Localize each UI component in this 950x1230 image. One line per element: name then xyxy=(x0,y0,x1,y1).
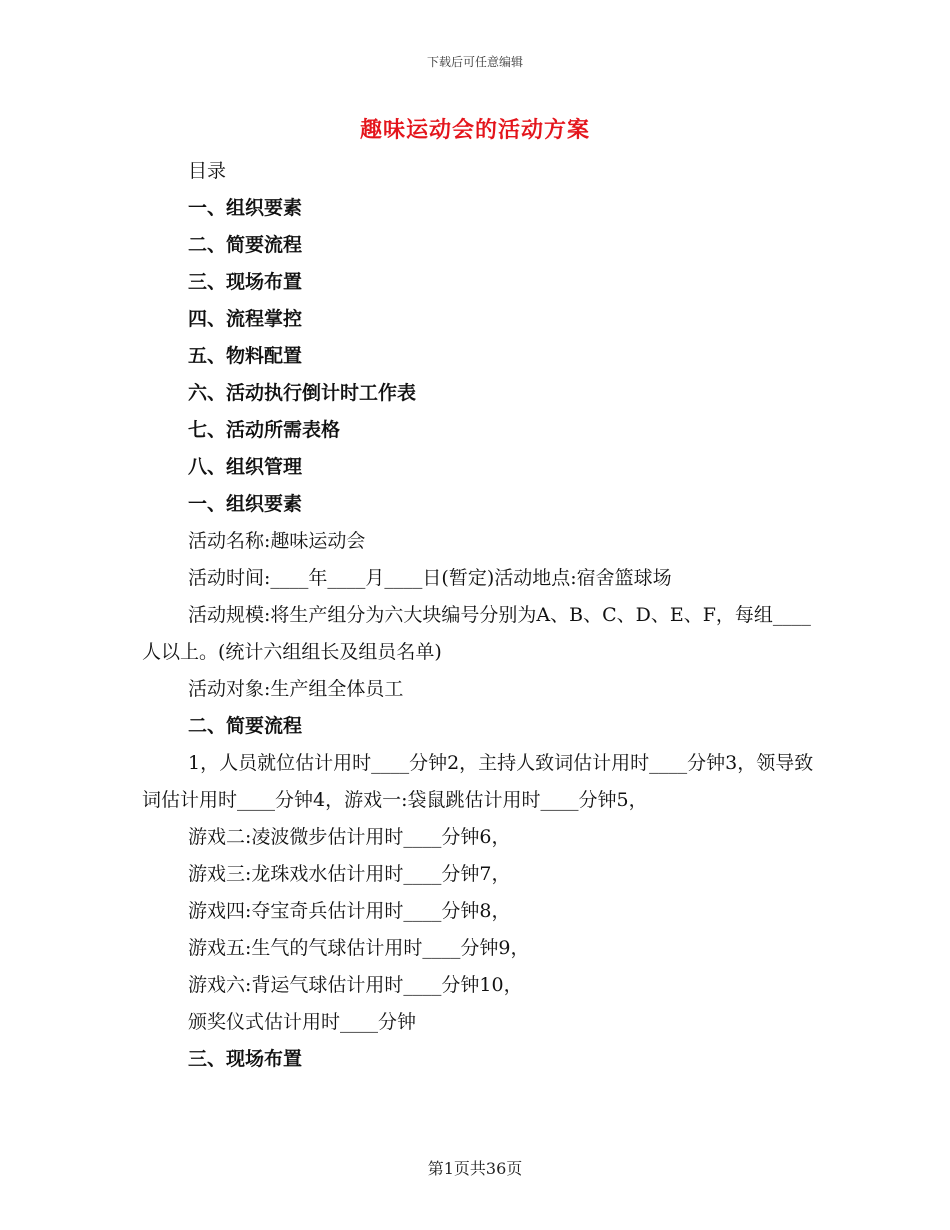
toc-item: 四、流程掌控 xyxy=(188,308,303,330)
flow-intro-paragraph: 1，人员就位估计用时____分钟2，主持人致词估计用时____分钟3，领导致词估计用时____分钟4，游戏一:袋鼠跳估计用时____分钟5， xyxy=(142,752,814,811)
document-title: 趣味运动会的活动方案 xyxy=(359,117,590,143)
flow-game-item: 颁奖仪式估计用时____分钟 xyxy=(188,1011,417,1033)
page-header: 下载后可任意编辑 xyxy=(426,55,523,69)
activity-name: 活动名称:趣味运动会 xyxy=(188,530,366,552)
toc-item: 八、组织管理 xyxy=(188,456,303,478)
section-heading: 一、组织要素 xyxy=(188,493,303,515)
activity-time: 活动时间:____年____月____日(暂定)活动地点:宿舍篮球场 xyxy=(188,567,672,589)
flow-game-item: 游戏四:夺宝奇兵估计用时____分钟8， xyxy=(188,900,511,922)
flow-game-item: 游戏三:龙珠戏水估计用时____分钟7， xyxy=(188,863,511,885)
page-footer: 第1页共36页 xyxy=(427,1159,523,1178)
section-heading: 二、简要流程 xyxy=(188,715,303,737)
toc-label: 目录 xyxy=(188,160,227,182)
document-body xyxy=(142,153,814,1078)
toc-item: 六、活动执行倒计时工作表 xyxy=(188,382,417,404)
toc-item: 五、物料配置 xyxy=(188,345,303,367)
flow-game-item: 游戏六:背运气球估计用时____分钟10， xyxy=(188,974,523,996)
toc-item: 二、简要流程 xyxy=(188,234,303,256)
section-heading: 三、现场布置 xyxy=(188,1048,303,1070)
flow-game-item: 游戏五:生气的气球估计用时____分钟9， xyxy=(188,937,530,959)
toc-item: 一、组织要素 xyxy=(188,197,303,219)
toc-item: 七、活动所需表格 xyxy=(188,419,341,441)
toc-item: 三、现场布置 xyxy=(188,271,303,293)
activity-target: 活动对象:生产组全体员工 xyxy=(188,678,404,700)
activity-scale: 活动规模:将生产组分为六大块编号分别为A、B、C、D、E、F，每组____人以上。(统计六组组长及组员名单) xyxy=(142,604,811,663)
flow-game-item: 游戏二:凌波微步估计用时____分钟6， xyxy=(188,826,511,848)
